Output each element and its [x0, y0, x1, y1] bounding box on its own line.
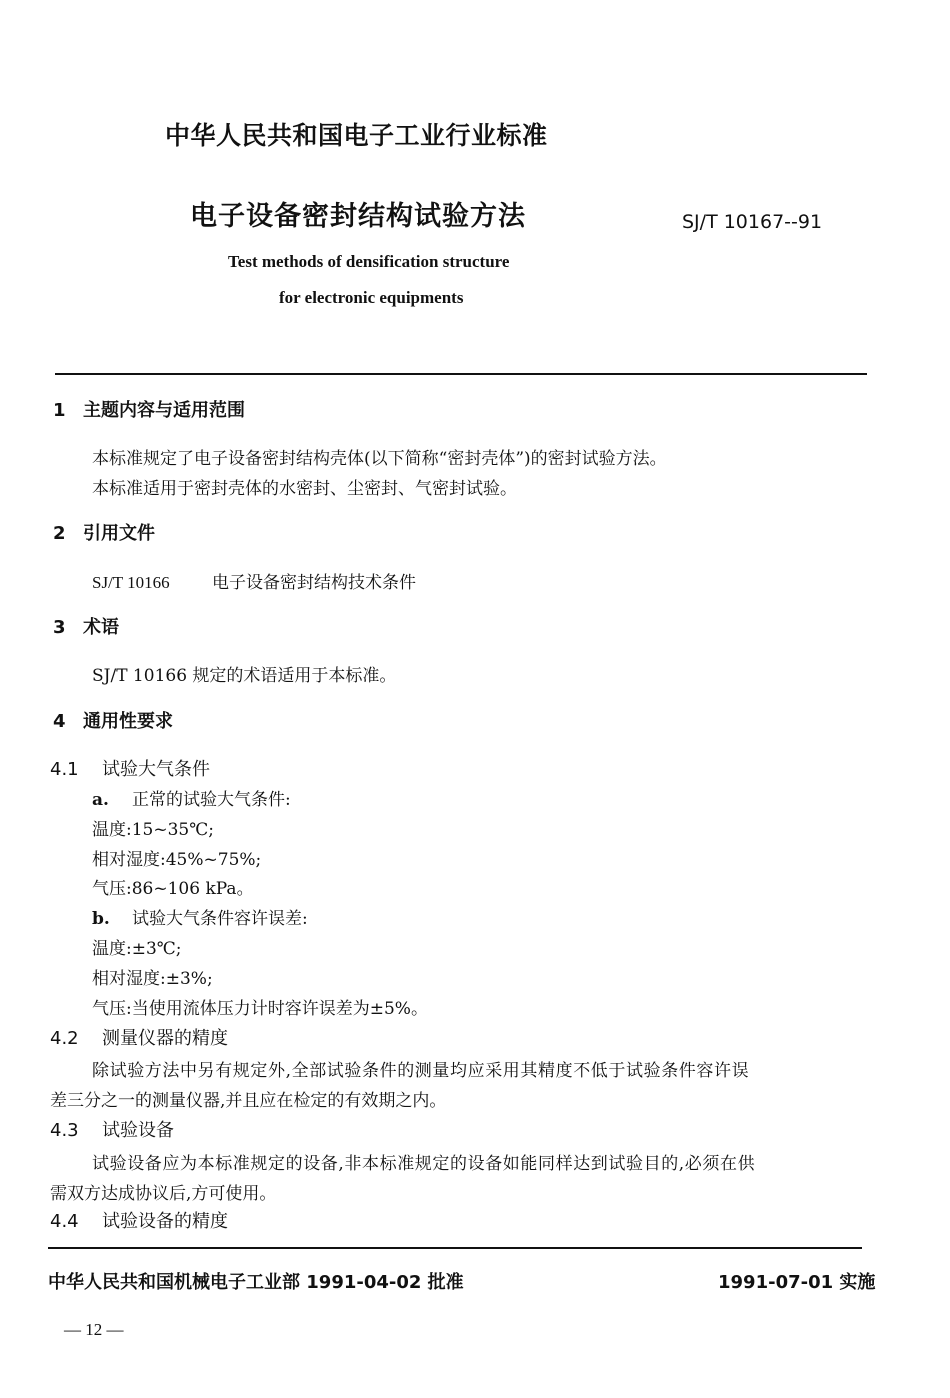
- item-a-humidity: 相对湿度:45%~75%;: [92, 850, 262, 870]
- section-3-number: 3: [53, 617, 66, 638]
- section-3-heading: [53, 613, 119, 639]
- section-4-3-line-2: 需双方达成协议后,方可使用。: [50, 1184, 277, 1204]
- reference-title: 电子设备密封结构技术条件: [212, 573, 416, 593]
- section-2-title: 引用文件: [83, 523, 155, 544]
- reference-code: SJ/T 10166: [92, 573, 170, 592]
- section-3-title: 术语: [83, 617, 119, 638]
- item-a-pressure: 气压:86~106 kPa。: [92, 879, 254, 899]
- section-2-number: 2: [53, 523, 66, 544]
- item-b-text: 试验大气条件容许误差:: [132, 909, 308, 929]
- item-b-label: b.: [92, 909, 110, 929]
- document-title-cn: 电子设备密封结构试验方法: [190, 201, 526, 232]
- section-4-4-heading: [50, 1207, 228, 1233]
- standard-code: SJ/T 10167--91: [682, 211, 823, 233]
- section-4-1-heading: [50, 755, 210, 781]
- section-1-title: 主题内容与适用范围: [83, 400, 245, 421]
- issuer-title: 中华人民共和国电子工业行业标准: [165, 121, 548, 150]
- section-4-2-line-1: 除试验方法中另有规定外,全部试验条件的测量均应采用其精度不低于试验条件容许误: [92, 1061, 750, 1081]
- section-4-3-heading: [50, 1116, 174, 1142]
- section-1-heading: [53, 396, 245, 422]
- section-2-reference: [92, 568, 416, 593]
- section-4-number: 4: [53, 711, 66, 732]
- item-a-label: a.: [92, 790, 109, 810]
- item-b-humidity: 相对湿度:±3%;: [92, 969, 213, 989]
- item-a: [92, 785, 291, 810]
- item-b-pressure: 气压:当使用流体压力计时容许误差为±5%。: [92, 999, 428, 1019]
- document-title-en-line2: for electronic equipments: [279, 288, 464, 307]
- section-4-heading: [53, 707, 173, 733]
- section-4-2-line-2: 差三分之一的测量仪器,并且应在检定的有效期之内。: [50, 1091, 447, 1111]
- section-4-2-number: 4.2: [50, 1028, 79, 1049]
- item-b-temperature: 温度:±3℃;: [92, 939, 182, 959]
- document-title-en-line1: Test methods of densification structure: [228, 252, 510, 271]
- approval-line: 中华人民共和国机械电子工业部 1991-04-02 批准: [48, 1272, 464, 1293]
- section-1-para-1: 本标准规定了电子设备密封结构壳体(以下简称“密封壳体”)的密封试验方法。: [92, 449, 667, 469]
- item-a-temperature: 温度:15~35℃;: [92, 820, 214, 840]
- section-1-para-2: 本标准适用于密封壳体的水密封、尘密封、气密封试验。: [92, 479, 517, 499]
- item-b: [92, 904, 308, 929]
- section-4-4-title: 试验设备的精度: [102, 1211, 228, 1232]
- header-divider: [55, 373, 867, 375]
- section-4-3-title: 试验设备: [102, 1120, 174, 1141]
- section-4-4-number: 4.4: [50, 1211, 79, 1232]
- section-4-2-title: 测量仪器的精度: [102, 1028, 228, 1049]
- section-3-para: SJ/T 10166 规定的术语适用于本标准。: [92, 666, 397, 686]
- section-4-title: 通用性要求: [83, 711, 173, 732]
- implementation-date: 1991-07-01 实施: [718, 1272, 876, 1293]
- section-1-number: 1: [53, 400, 66, 421]
- item-a-text: 正常的试验大气条件:: [132, 790, 291, 810]
- section-4-2-heading: [50, 1024, 228, 1050]
- footer-divider: [48, 1247, 862, 1249]
- section-4-3-number: 4.3: [50, 1120, 79, 1141]
- page-number: — 12 —: [64, 1320, 124, 1339]
- section-4-3-line-1: 试验设备应为本标准规定的设备,非本标准规定的设备如能同样达到试验目的,必须在供: [92, 1154, 756, 1174]
- section-4-1-title: 试验大气条件: [102, 759, 210, 780]
- section-4-1-number: 4.1: [50, 759, 79, 780]
- section-2-heading: [53, 519, 155, 545]
